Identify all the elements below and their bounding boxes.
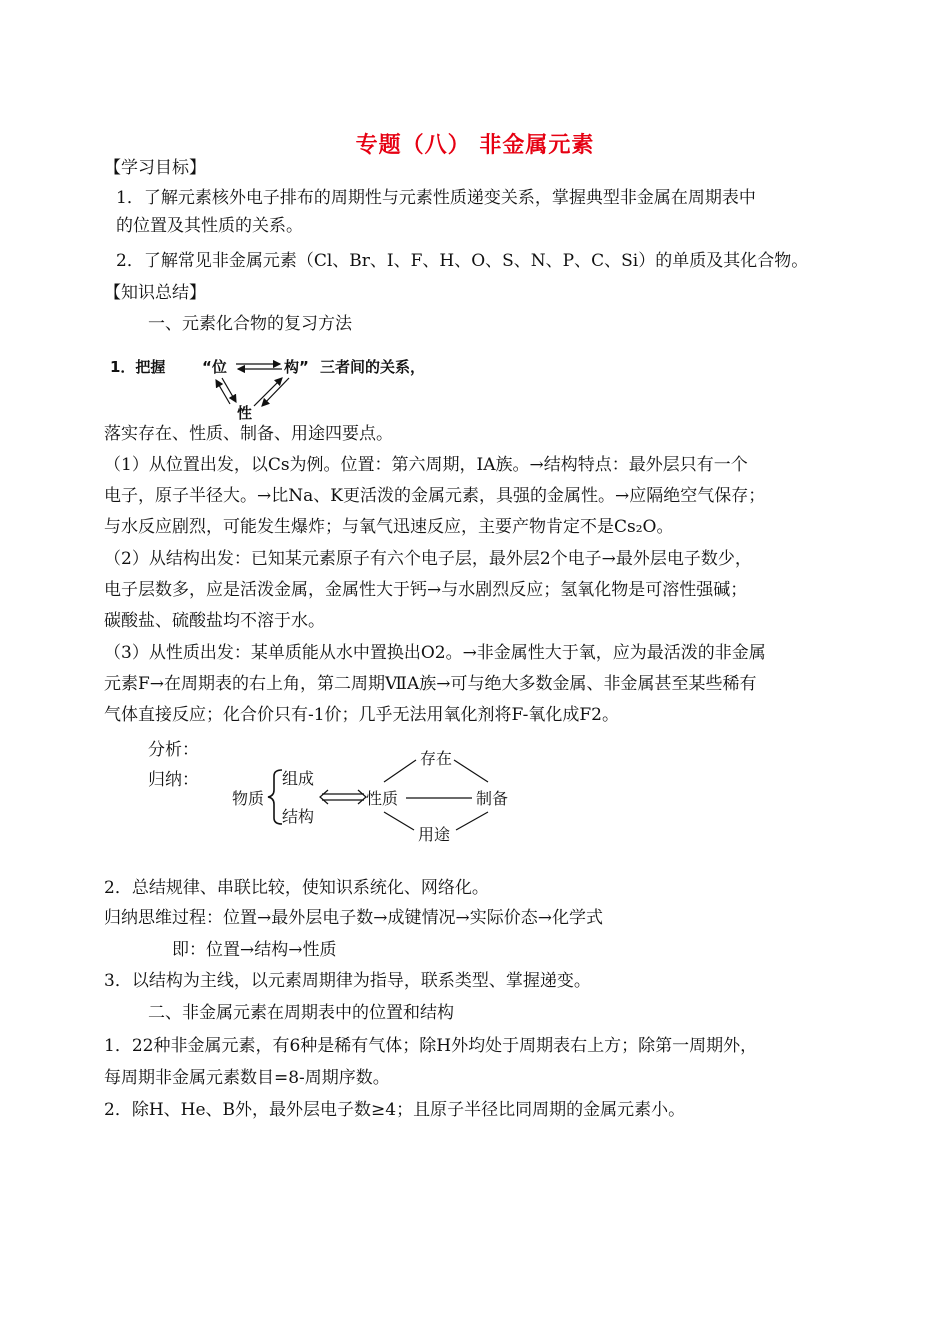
example2-line: （2）从结构出发：已知某元素原子有六个电子层，最外层2个电子→最外层电子数少，	[104, 549, 752, 569]
example1-line: 电子，原子半径大。→比Na、K更活泼的金属元素，具强的金属性。→应隔绝空气保存；	[104, 486, 766, 506]
part2-line: 2．除H、He、B外，最外层电子数≥4；且原子半径比同周期的金属元素小。	[104, 1100, 686, 1120]
diagram1-prefix: 1．把握	[110, 358, 166, 376]
diagram1-gou: 构”	[284, 358, 309, 376]
arrow-wei-to-xing	[222, 378, 236, 402]
example3-line: （3）从性质出发：某单质能从水中置换出O2。→非金属性大于氧，应为最活泼的非金属	[104, 643, 766, 663]
arrow-xing-to-gou	[254, 378, 282, 406]
analysis-label: 分析：	[148, 740, 199, 760]
point3-line: 3．以结构为主线，以元素周期律为指导，联系类型、掌握递变。	[104, 971, 591, 991]
substance-property-diagram	[226, 744, 526, 848]
example3-line: 元素F→在周期表的右上角，第二周期ⅦA族→可与绝大多数金属、非金属甚至某些稀有	[104, 674, 757, 694]
diagram1-suffix: 三者间的关系，	[320, 358, 426, 376]
arrow-left-icon	[320, 790, 328, 804]
points-paragraph: 落实存在、性质、制备、用途四要点。	[104, 424, 393, 444]
arrow-gou-to-xing	[262, 378, 289, 406]
goal-line: 2．了解常见非金属元素（Cl、Br、I、F、H、O、S、N、P、C、Si）的单质及其化合物。	[116, 251, 809, 271]
diagram2-substance: 物质	[232, 789, 265, 808]
namely-line: 即：位置→结构→性质	[172, 940, 337, 960]
link-usage-preparation	[456, 812, 488, 830]
part2-title: 二、非金属元素在周期表中的位置和结构	[148, 1003, 454, 1023]
goal-line: 的位置及其性质的关系。	[116, 216, 303, 236]
example2-line: 碳酸盐、硫酸盐均不溶于水。	[104, 611, 325, 631]
example2-line: 电子层数多，应是活泼金属，金属性大于钙→与水剧烈反应；氢氧化物是可溶性强碱；	[104, 580, 748, 600]
position-structure-property-diagram	[104, 350, 454, 422]
example3-line: 气体直接反应；化合价只有-1价；几乎无法用氧化剂将F-氧化成F2。	[104, 705, 619, 725]
diagram2-existence: 存在	[420, 749, 453, 768]
link-existence-preparation	[454, 760, 488, 782]
arrow-xing-to-wei	[216, 380, 230, 404]
arrow-right-icon	[358, 790, 366, 804]
section-summary-heading: 【知识总结】	[104, 283, 206, 303]
diagram2-composition: 组成	[282, 769, 315, 788]
diagram1-xing: 性	[237, 404, 253, 422]
thinking-line: 归纳思维过程：位置→最外层电子数→成键情况→实际价态→化学式	[104, 908, 603, 928]
page-title: 专题（八） 非金属元素	[355, 133, 595, 158]
diagram2-preparation: 制备	[476, 789, 509, 808]
diagram2-structure: 结构	[282, 807, 315, 826]
diagram2-usage: 用途	[418, 825, 451, 844]
part2-line: 1．22种非金属元素，有6种是稀有气体；除H外均处于周期表右上方；除第一周期外，	[104, 1036, 758, 1056]
part2-line: 每周期非金属元素数目=8-周期序数。	[104, 1068, 390, 1088]
goal-line: 1．了解元素核外电子排布的周期性与元素性质递变关系，掌握典型非金属在周期表中	[116, 188, 756, 208]
point2-line: 2．总结规律、串联比较，使知识系统化、网络化。	[104, 878, 489, 898]
example1-line: （1）从位置出发，以Cs为例。位置：第六周期，IA族。→结构特点：最外层只有一个	[104, 455, 748, 475]
diagram1-wei: “位	[202, 358, 227, 376]
induction-label: 归纳：	[148, 770, 199, 790]
example1-line: 与水反应剧烈，可能发生爆炸；与氧气迅速反应，主要产物肯定不是Cs₂O。	[104, 517, 674, 537]
section-goals-heading: 【学习目标】	[104, 158, 206, 178]
diagram2-property: 性质	[366, 789, 399, 808]
link-property-usage	[384, 812, 414, 830]
brace-icon	[268, 770, 282, 824]
link-property-existence	[384, 760, 416, 782]
part1-title: 一、元素化合物的复习方法	[148, 314, 352, 334]
